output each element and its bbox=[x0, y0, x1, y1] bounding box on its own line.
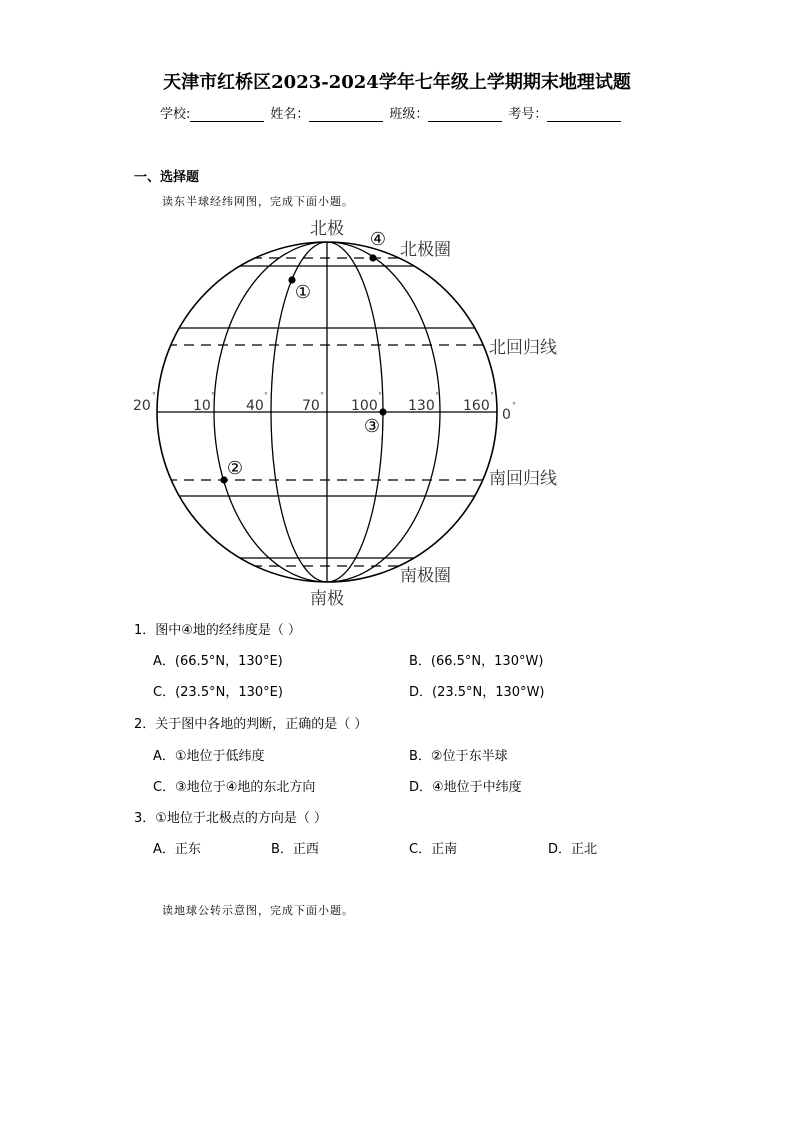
arctic-circle-label: 北极圈 bbox=[400, 240, 451, 260]
svg-text:°: ° bbox=[264, 391, 268, 400]
svg-text:°: ° bbox=[211, 391, 215, 400]
svg-text:°: ° bbox=[512, 401, 516, 410]
longitude-label: 20 bbox=[133, 398, 151, 414]
option-c[interactable]: C．正南 bbox=[409, 842, 458, 857]
school-label: 学校: bbox=[160, 107, 191, 122]
name-blank[interactable] bbox=[309, 107, 383, 122]
point-4 bbox=[369, 254, 376, 261]
intro-text-2: 读地球公转示意图，完成下面小题。 bbox=[162, 904, 354, 917]
south-pole-label: 南极 bbox=[310, 589, 344, 609]
exam-no-label: 考号： bbox=[508, 107, 548, 122]
longitude-label: 40 bbox=[246, 398, 264, 414]
longitude-label: 10 bbox=[193, 398, 211, 414]
option-d[interactable]: D．④地位于中纬度 bbox=[409, 780, 522, 795]
school-blank[interactable] bbox=[190, 107, 264, 122]
student-info-row bbox=[160, 103, 627, 122]
option-a[interactable]: A．(66.5°N，130°E) bbox=[153, 654, 283, 669]
question-2-stem: 2．关于图中各地的判断，正确的是（ ） bbox=[134, 717, 368, 732]
exam-no-blank[interactable] bbox=[547, 107, 621, 122]
antarctic-circle-label: 南极圈 bbox=[400, 566, 451, 586]
point-3 bbox=[379, 408, 386, 415]
point-label: ④ bbox=[369, 229, 387, 250]
question-3-stem: 3．①地位于北极点的方向是（ ） bbox=[134, 811, 328, 826]
option-d[interactable]: D．正北 bbox=[548, 842, 598, 857]
svg-text:°: ° bbox=[435, 391, 439, 400]
longitude-label: 70 bbox=[302, 398, 320, 414]
option-b[interactable]: B．(66.5°N，130°W) bbox=[409, 654, 544, 669]
longitude-label: 130 bbox=[408, 398, 435, 414]
longitude-label: 100 bbox=[351, 398, 378, 414]
option-b[interactable]: B．正西 bbox=[271, 842, 319, 857]
north-pole-label: 北极 bbox=[310, 219, 344, 239]
tropic-cancer-label: 北回归线 bbox=[489, 338, 557, 358]
point-label: ③ bbox=[363, 416, 381, 437]
longitude-label: 0 bbox=[502, 407, 511, 423]
class-label: 班级： bbox=[389, 107, 429, 122]
name-label: 姓名： bbox=[270, 107, 310, 122]
svg-text:°: ° bbox=[152, 391, 156, 400]
section-heading: 一、选择题 bbox=[134, 170, 200, 185]
svg-text:°: ° bbox=[490, 391, 494, 400]
option-a[interactable]: A．正东 bbox=[153, 842, 201, 857]
question-1-stem: 1．图中④地的经纬度是（ ） bbox=[134, 623, 302, 638]
option-a[interactable]: A．①地位于低纬度 bbox=[153, 749, 265, 764]
globe-figure bbox=[120, 210, 557, 610]
point-label: ② bbox=[226, 458, 244, 479]
option-d[interactable]: D．(23.5°N，130°W) bbox=[409, 685, 545, 700]
option-c[interactable]: C．(23.5°N，130°E) bbox=[153, 685, 283, 700]
option-c[interactable]: C．③地位于④地的东北方向 bbox=[153, 780, 316, 795]
tropic-capricorn-label: 南回归线 bbox=[489, 469, 557, 489]
page-title: 天津市红桥区2023-2024学年七年级上学期期末地理试题 bbox=[163, 72, 631, 93]
svg-text:°: ° bbox=[378, 391, 382, 400]
class-blank[interactable] bbox=[428, 107, 502, 122]
intro-text-1: 读东半球经纬网图，完成下面小题。 bbox=[162, 195, 354, 208]
point-label: ① bbox=[294, 282, 312, 303]
longitude-label: 160 bbox=[463, 398, 490, 414]
svg-text:°: ° bbox=[320, 391, 324, 400]
option-b[interactable]: B．②位于东半球 bbox=[409, 749, 508, 764]
